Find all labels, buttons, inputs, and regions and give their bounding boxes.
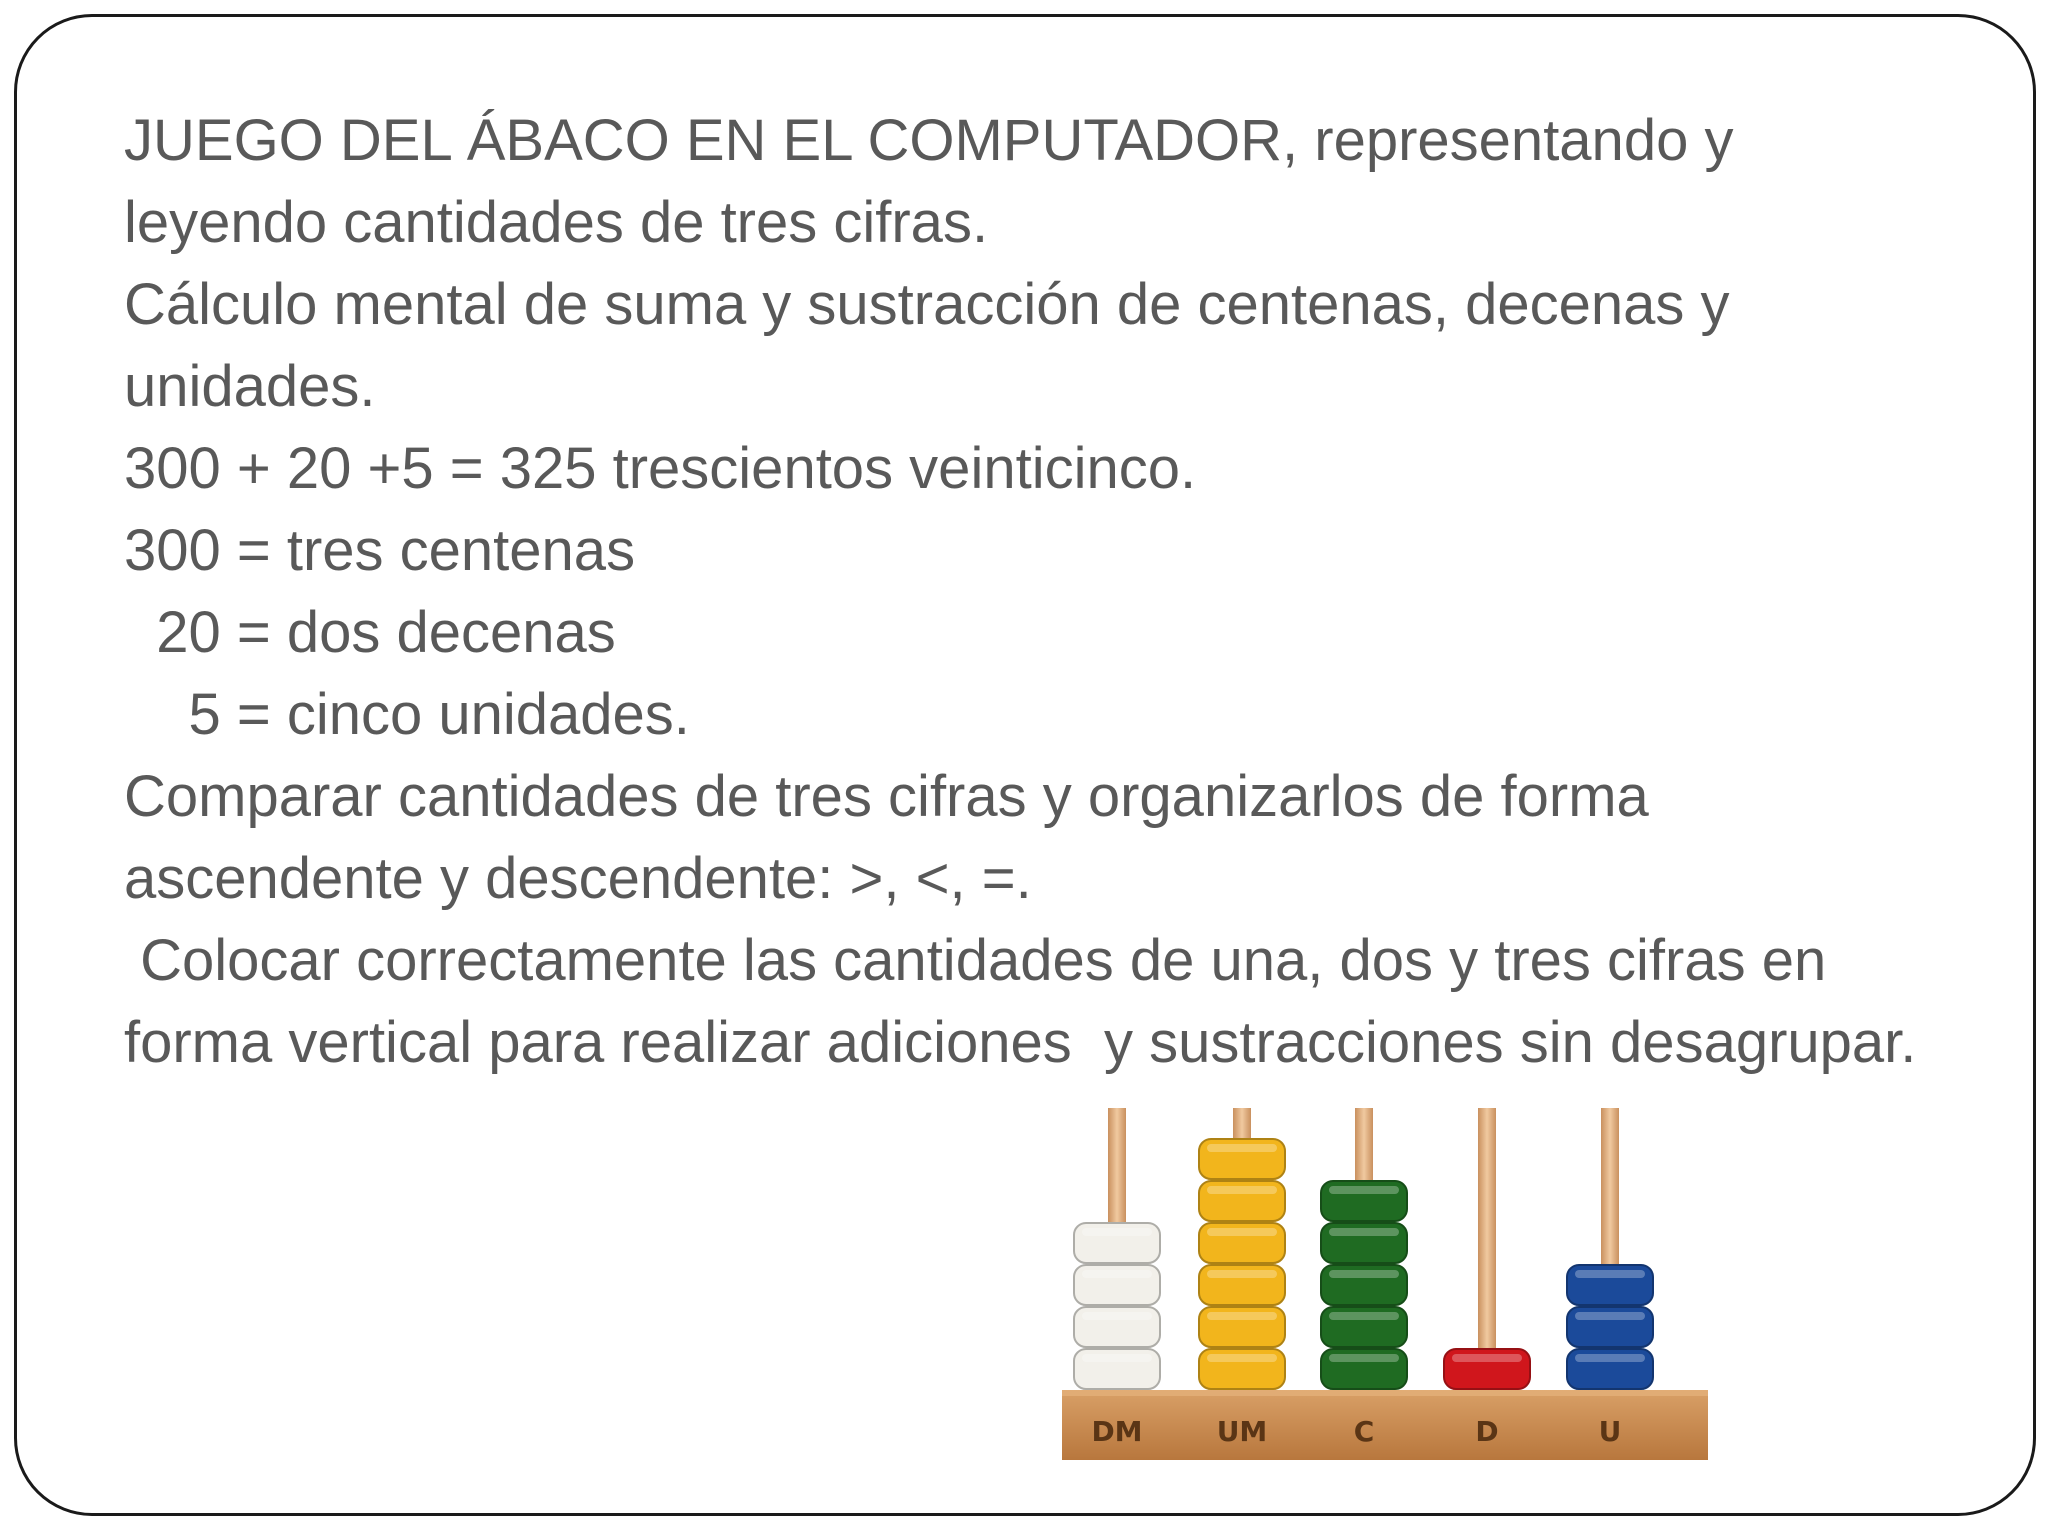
abacus-bead-highlight (1452, 1354, 1522, 1362)
abacus-bead-highlight (1329, 1270, 1399, 1278)
abacus-label-u: U (1598, 1415, 1622, 1448)
abacus-bead-highlight (1329, 1312, 1399, 1320)
abacus-bead-highlight (1329, 1228, 1399, 1236)
abacus-bead-highlight (1082, 1354, 1152, 1362)
slide-body (124, 100, 1924, 1084)
paragraph-vertical-operations: Colocar correctamente las cantidades de una, dos y tres cifras en forma vertical para realizar adiciones y sustracciones sin desagrupar. (124, 928, 1917, 1075)
abacus-bead-highlight (1329, 1354, 1399, 1362)
abacus-bead-highlight (1207, 1228, 1277, 1236)
abacus-label-d: D (1475, 1415, 1499, 1448)
abacus-bead-highlight (1575, 1312, 1645, 1320)
paragraph-abacus-game: JUEGO DEL ÁBACO EN EL COMPUTADOR, representando y leyendo cantidades de tres cifras. (124, 108, 1750, 255)
abacus-label-dm: DM (1091, 1415, 1143, 1448)
paragraph-sum-example: 300 + 20 +5 = 325 trescientos veinticinco. (124, 436, 1197, 501)
abacus-bead-highlight (1575, 1270, 1645, 1278)
abacus-image (1062, 1108, 1708, 1460)
abacus-bead-highlight (1575, 1354, 1645, 1362)
abacus-label-c: C (1353, 1415, 1375, 1448)
abacus-bead-highlight (1082, 1312, 1152, 1320)
abacus-label-um: UM (1216, 1415, 1268, 1448)
abacus-rod-d (1478, 1108, 1496, 1390)
abacus-bead-highlight (1207, 1144, 1277, 1152)
paragraph-units: 5 = cinco unidades. (124, 682, 690, 747)
paragraph-hundreds: 300 = tres centenas (124, 518, 636, 583)
paragraph-compare: Comparar cantidades de tres cifras y organizarlos de forma ascendente y descendente: >, <, =. (124, 764, 1665, 911)
abacus-bead-highlight (1207, 1354, 1277, 1362)
abacus-bead-highlight (1207, 1270, 1277, 1278)
abacus-bead-highlight (1207, 1312, 1277, 1320)
abacus-bead-highlight (1329, 1186, 1399, 1194)
abacus-bead-highlight (1207, 1186, 1277, 1194)
paragraph-tens: 20 = dos decenas (124, 600, 616, 665)
paragraph-mental-math: Cálculo mental de suma y sustracción de centenas, decenas y unidades. (124, 272, 1746, 419)
abacus-bead-highlight (1082, 1270, 1152, 1278)
abacus-bead-highlight (1082, 1228, 1152, 1236)
